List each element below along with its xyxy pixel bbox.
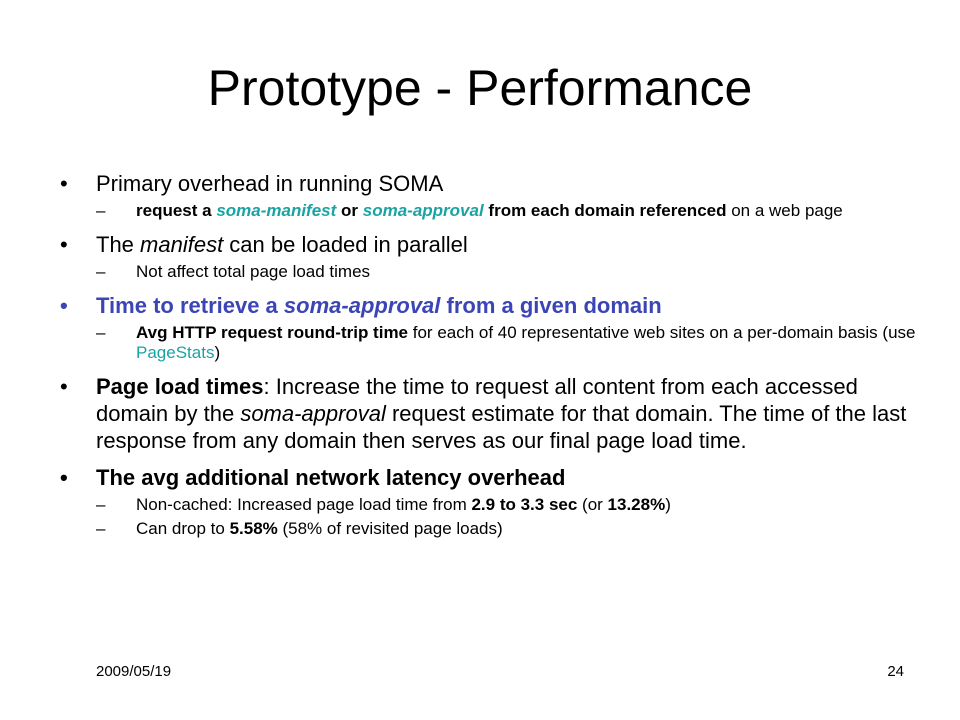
bullet-text: The avg additional network latency overhead [96, 465, 566, 490]
sub-bullet-not-affect [96, 262, 916, 282]
text-run: for each of 40 representative web sites on a per-domain basis (use [408, 323, 916, 342]
bullet-marker: • [60, 171, 68, 196]
text-run: can be loaded in parallel [223, 232, 468, 257]
text-run: Non-cached: Increased page load time from [136, 495, 472, 514]
text-run: 2.9 to 3.3 sec [471, 495, 578, 514]
text-run: Page load times [96, 374, 264, 399]
bullet-marker: • [60, 293, 68, 318]
dash-marker: – [96, 201, 106, 220]
bullet-manifest-parallel [60, 231, 916, 258]
text-run: on a web page [726, 201, 843, 220]
text-run: request a [136, 201, 217, 220]
bullet-marker: • [60, 232, 68, 257]
text-run: (58% of revisited page loads) [277, 519, 503, 538]
dash-marker: – [96, 519, 106, 538]
dash-marker: – [96, 323, 106, 342]
text-run: The [96, 232, 141, 257]
text-run: ) [214, 343, 221, 362]
bullet-text: Primary overhead in running SOMA [96, 171, 444, 196]
bullet-avg-overhead [60, 464, 916, 491]
sub-bullet-non-cached [96, 495, 916, 515]
term-soma-approval: soma-approval [240, 401, 386, 426]
bullet-page-load-times [60, 373, 916, 454]
footer-date: 2009/05/19 [96, 663, 172, 680]
slide-title: Prototype - Performance [207, 60, 753, 116]
sub-bullet-avg-http [96, 323, 916, 363]
text-run: Can drop to [136, 519, 230, 538]
text-run: 13.28% [607, 495, 666, 514]
text-run: or [336, 201, 363, 220]
text-run: Avg HTTP request round-trip time [136, 323, 409, 342]
term-soma-approval: soma-approval [362, 201, 484, 220]
bullet-primary-overhead [60, 170, 916, 197]
page-number: 24 [887, 663, 904, 680]
text-run: : Increase the time to request all content from each accessed domain by the [96, 374, 858, 426]
text-run: request estimate for that domain. The time of the last response from any domain then serves as our final page load time. [96, 401, 907, 453]
text-run: 5.58% [229, 519, 278, 538]
bullet-text: Not affect total page load times [136, 262, 371, 281]
sub-bullet-request-manifest [96, 201, 916, 221]
bullet-marker: • [60, 374, 68, 399]
bullet-marker: • [60, 465, 68, 490]
text-run: Time to retrieve a [96, 293, 284, 318]
bullet-time-to-retrieve [60, 292, 916, 319]
dash-marker: – [96, 262, 106, 281]
text-run: (or [577, 495, 608, 514]
term-soma-manifest: soma-manifest [216, 201, 337, 220]
term-pagestats: PageStats [136, 343, 215, 362]
bullet-list [60, 170, 916, 539]
text-run: ) [665, 495, 671, 514]
term-manifest: manifest [140, 232, 224, 257]
text-run: from a given domain [440, 293, 662, 318]
sub-bullet-can-drop [96, 519, 916, 539]
dash-marker: – [96, 495, 106, 514]
term-soma-approval: soma-approval [283, 293, 441, 318]
text-run: from each domain referenced [483, 201, 727, 220]
